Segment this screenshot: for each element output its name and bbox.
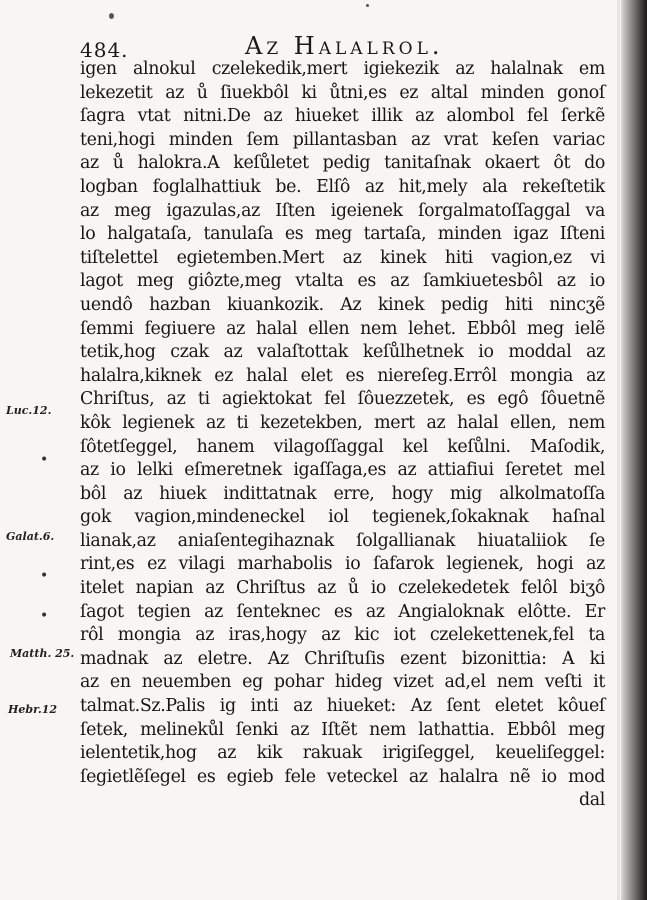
text-line: Chriſtus, az ti agiektokat fel ſôuezzetek, es egô ſôuetnẽ	[80, 389, 605, 410]
running-head	[0, 28, 620, 60]
text-line: az meg igazulas,az Iſten igeienek ſorgalmatoſſaggal va	[80, 200, 605, 221]
text-line: az io lelki eſmeretnek igaſſaga,es az attiafiui ſeretet mel	[80, 460, 605, 481]
text-line: ſagot tegien az ſenteknec es az Angialoknak elôtte. Er	[80, 601, 605, 622]
text-line: ſôtetſeggel, hanem vilagoſſaggal kel keſůlni. Maſodik,	[80, 436, 605, 457]
text-line: ielentetik,hog az kik rakuak irigiſeggel, keueliſeggel:	[80, 743, 605, 764]
text-line: igen alnokul czelekedik,mert igiekezik az halalnak em	[80, 59, 605, 79]
text-line: logban foglalhattiuk be. Elſô az hit,mely ala rekeſtetik	[80, 176, 605, 197]
margin-dot: •	[40, 568, 49, 584]
book-spine-shadow	[621, 0, 647, 900]
ink-speck	[366, 4, 369, 7]
text-line: lekezetit az ů ſiuekbôl ki ůtni,es ez altal minden gonoſ	[80, 82, 605, 103]
text-line: lagot meg giôzte,meg vtalta es az ſamkiuetesbôl az io	[80, 271, 605, 292]
page-number: 484.	[80, 38, 129, 62]
text-line: gok vagion,mindeneckel iol tegienek,ſokaknak haſnal	[80, 507, 605, 528]
text-line: teni,hogi minden ſem pillantasban az vrat keſen variac	[80, 129, 605, 150]
margin-note-galatians: Galat.6.	[6, 530, 55, 543]
margin-note-luke: Luc.12.	[6, 404, 52, 417]
catchword: dal	[578, 790, 605, 811]
text-line: talmat.Sz.Palis ig inti az hiueket: Az ſent eletet kôueſ	[80, 696, 605, 717]
text-line: uendô hazban kiuankozik. Az kinek pedig hiti nincʒẽ	[80, 294, 605, 315]
text-line: ſemmi fegiuere az halal ellen nem lehet. Ebbôl meg ielẽ	[80, 318, 605, 339]
margin-note-matthew: Matth. 25.	[10, 647, 75, 660]
text-line: kôk legienek az ti kezetekben, mert az halal ellen, nem	[80, 412, 605, 433]
body-text	[80, 58, 605, 813]
text-line: rint,es ez vilagi marhabolis io ſafarok legienek, hogi az	[80, 554, 605, 575]
text-line: halalra,kiknek ez halal elet es niereſeg.Errôl mongia az	[80, 365, 605, 386]
text-line: tetik,hog czak az valaſtottak keſůlhetnek io moddal az	[80, 342, 605, 363]
text-line: az en neuemben eg pohar hideg vizet ad,el nem veſti it	[80, 672, 605, 693]
page-edge-highlight	[617, 0, 620, 900]
text-line: az ů halokra.A keſůletet pedig tanitaſnak okaert ôt do	[80, 153, 605, 174]
text-line: lo halgataſa, tanulaſa es meg tartaſa, minden igaz Iſteni	[80, 224, 605, 245]
text-line: madnak az eletre. Az Chriſtuſis ezent bizonittia: A ki	[80, 648, 605, 669]
margin-note-hebrews: Hebr.12	[8, 703, 58, 716]
text-line: lianak,az aniaſentegihaznak ſolgallianak hiuataliiok ſe	[80, 530, 605, 551]
text-line: rôl mongia az iras,hogy az kic iot czelekettenek,fel ta	[80, 625, 605, 646]
text-line: bôl az hiuek indittatnak erre, hogy mig alkolmatoſſa	[80, 483, 605, 504]
running-title: Az Halalrol.	[245, 32, 444, 60]
ink-speck	[109, 13, 114, 19]
text-line: ſetek, melinekůl ſenki az Iſtẽt nem lathattia. Ebbôl meg	[80, 719, 605, 740]
text-line: ſegietlẽſegel es egieb fele veteckel az halalra nẽ io mod	[80, 766, 605, 787]
text-line: itelet napian az Chriſtus az ů io czelekedetek felôl biʒô	[80, 578, 605, 599]
text-line: ſagra vtat nitni.De az hiueket illik az alombol fel ſerkẽ	[80, 106, 605, 127]
text-line: tiſtelettel egietemben.Mert az kinek hiti vagion,ez vi	[80, 247, 605, 268]
margin-dot: •	[40, 608, 49, 624]
margin-dot: •	[40, 452, 49, 468]
